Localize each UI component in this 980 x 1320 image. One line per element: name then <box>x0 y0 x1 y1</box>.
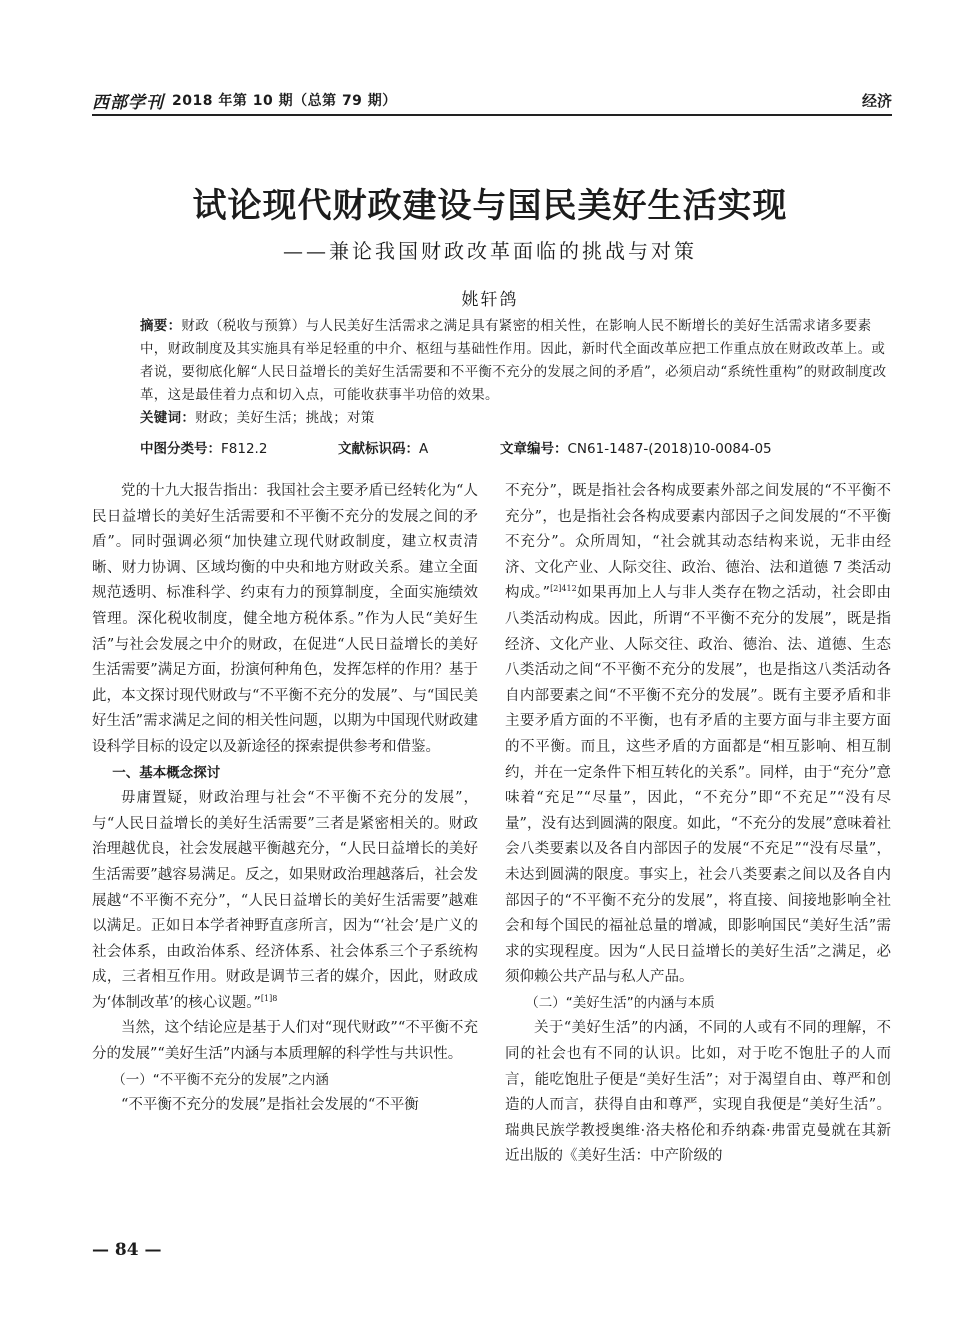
doc-code-label: 文献标识码： <box>338 441 419 457</box>
author-name: 姚轩鸽 <box>461 290 519 310</box>
clc-value: F812.2 <box>221 441 268 457</box>
keywords-label: 关键词： <box>140 410 196 426</box>
paragraph-text: 毋庸置疑，财政治理与社会“不平衡不充分的发展”，与“人民日益增长的美好生活需要”三者是紧密相关的。财政治理越优良，社会发展越平衡越充分，“人民日益增长的美好生活需要”越容易满足。反之，如果财政治理越落后，社会发展越“不平衡不充分”，“人民日益增长的美好生活需要”越难以满足。正如日本学者神野直彦所言，因为“‘社会’是广义的社会体系，由政治体系、经济体系、社会体系三个子系统构成，三者相互作用。财政是调节三者的媒介，因此，财政成为‘体制改革’的核心议题。” <box>92 790 478 1011</box>
page-number: — 84 — <box>92 1240 162 1260</box>
section-heading: 一、基本概念探讨 <box>112 764 221 781</box>
abstract-block <box>140 315 895 430</box>
right-column <box>505 479 891 1170</box>
clc-number <box>140 437 267 457</box>
paragraph: 关于“美好生活”的内涵，不同的人或有不同的理解，不同的社会也有不同的认识。比如，对于吃不饱肚子的人而言，能吃饱肚子便是“美好生活”；对于渴望自由、尊严和创造的人而言，获得自由和尊严，实现自我便是“美好生活”。瑞典民族学教授奥维·洛夫格伦和乔纳森·弗雷克曼就在其新近出版的《美好生活：中产阶级的 <box>505 1020 891 1165</box>
document-code <box>338 437 428 457</box>
article-number <box>500 437 772 457</box>
abstract-label: 摘要： <box>140 318 182 334</box>
article-title: 试论现代财政建设与国民美好生活实现 <box>192 186 788 226</box>
journal-logo: 西部学刊 <box>92 93 164 113</box>
doc-code-value: A <box>419 441 429 457</box>
keywords-text: 财政；美好生活；挑战；对策 <box>195 410 375 426</box>
paragraph-text: 如果再加上人与非人类存在物之活动，社会即由八类活动构成。因此，所谓“不平衡不充分的发展”，既是指经济、文化产业、人际交往、政治、德治、法、道德、生态八类活动之间“不平衡不充分的发展”，也是指这八类活动各自内部要素之间“不平衡不充分的发展”。既有主要矛盾和非主要矛盾方面的不平衡，也有矛盾的主要方面与非主要方面的不平衡。而且，这些矛盾的方面都是“相互影响、相互制约，并在一定条件下相互转化的关系”。同样，由于“充分”意味着“充足”“尽量”，因此，“不充分”即“不充足”“没有尽量”，没有达到圆满的限度。如此，“不充分的发展”意味着社会八类要素以及各自内部因子的发展“不充足”“没有尽量”，未达到圆满的限度。事实上，社会八类要素之间以及各自内部因子的“不平衡不充分的发展”，将直接、间接地影响全社会和每个国民的福祉总量的增减，即影响国民“美好生活”需求的实现程度。因为“人民日益增长的美好生活”之满足，必须仰赖公共产品与私人产品。 <box>505 585 892 986</box>
article-no-value: CN61-1487-(2018)10-0084-05 <box>567 441 772 457</box>
abstract-text: 财政（税收与预算）与人民美好生活需求之满足具有紧密的相关性，在影响人民不断增长的美好生活需求诸多要素中，财政制度及其实施具有举足轻重的中介、枢纽与基础性作用。因此，新时代全面改革应把工作重点放在财政改革上。或者说，要彻底化解“人民日益增长的美好生活需要和不平衡不充分的发展之间的矛盾”，必须启动“系统性重构”的财政制度改革，这是最佳着力点和切入点，可能收获事半功倍的效果。 <box>140 318 887 403</box>
left-column <box>92 479 478 1119</box>
paragraph-text: 不充分”，既是指社会各构成要素外部之间发展的“不平衡不充分”，也是指社会各构成要素内部因子之间发展的“不平衡不充分”。众所周知，“社会就其动态结构来说，无非由经济、文化产业、人际交往、政治、德治、法和道德 7 类活动构成。” <box>505 483 891 602</box>
header-divider <box>92 114 892 116</box>
paragraph: 当然，这个结论应是基于人们对“现代财政”“不平衡不充分的发展”“美好生活”内涵与本质理解的科学性与共识性。 <box>92 1020 478 1063</box>
article-subtitle: ——兼论我国财政改革面临的挑战与对策 <box>283 239 697 263</box>
paragraph <box>92 786 478 1016</box>
clc-label: 中图分类号： <box>140 441 221 457</box>
subsection-heading: （一）“不平衡不充分的发展”之内涵 <box>112 1071 329 1088</box>
paragraph <box>505 479 891 991</box>
paragraph: 党的十九大报告指出：我国社会主要矛盾已经转化为“人民日益增长的美好生活需要和不平衡不充分的发展之间的矛盾”。同时强调必须“加快建立现代财政制度，建立权责清晰、财力协调、区域均衡的中央和地方财政关系。建立全面规范透明、标准科学、约束有力的预算制度，全面实施绩效管理。深化税收制度，健全地方税体系。”作为人民“美好生活”与社会发展之中介的财政，在促进“人民日益增长的美好生活需要”满足方面，扮演何种角色，发挥怎样的作用？基于此，本文探讨现代财政与“不平衡不充分的发展”、与“国民美好生活”需求满足之间的相关性问题，以期为中国现代财政建设科学目标的设定以及新途径的探索提供参考和借鉴。 <box>92 483 478 755</box>
citation: [1]8 <box>260 994 278 1004</box>
section-name: 经济 <box>861 92 892 110</box>
abstract <box>140 315 895 407</box>
keywords <box>140 407 895 430</box>
paragraph: “不平衡不充分的发展”是指社会发展的“不平衡 <box>121 1097 419 1114</box>
running-header <box>92 84 892 112</box>
subsection-heading: （二）“美好生活”的内涵与本质 <box>525 994 715 1011</box>
journal-issue: 2018 年第 10 期（总第 79 期） <box>172 93 397 109</box>
citation: [2]412 <box>550 584 577 594</box>
article-no-label: 文章编号： <box>500 441 568 457</box>
